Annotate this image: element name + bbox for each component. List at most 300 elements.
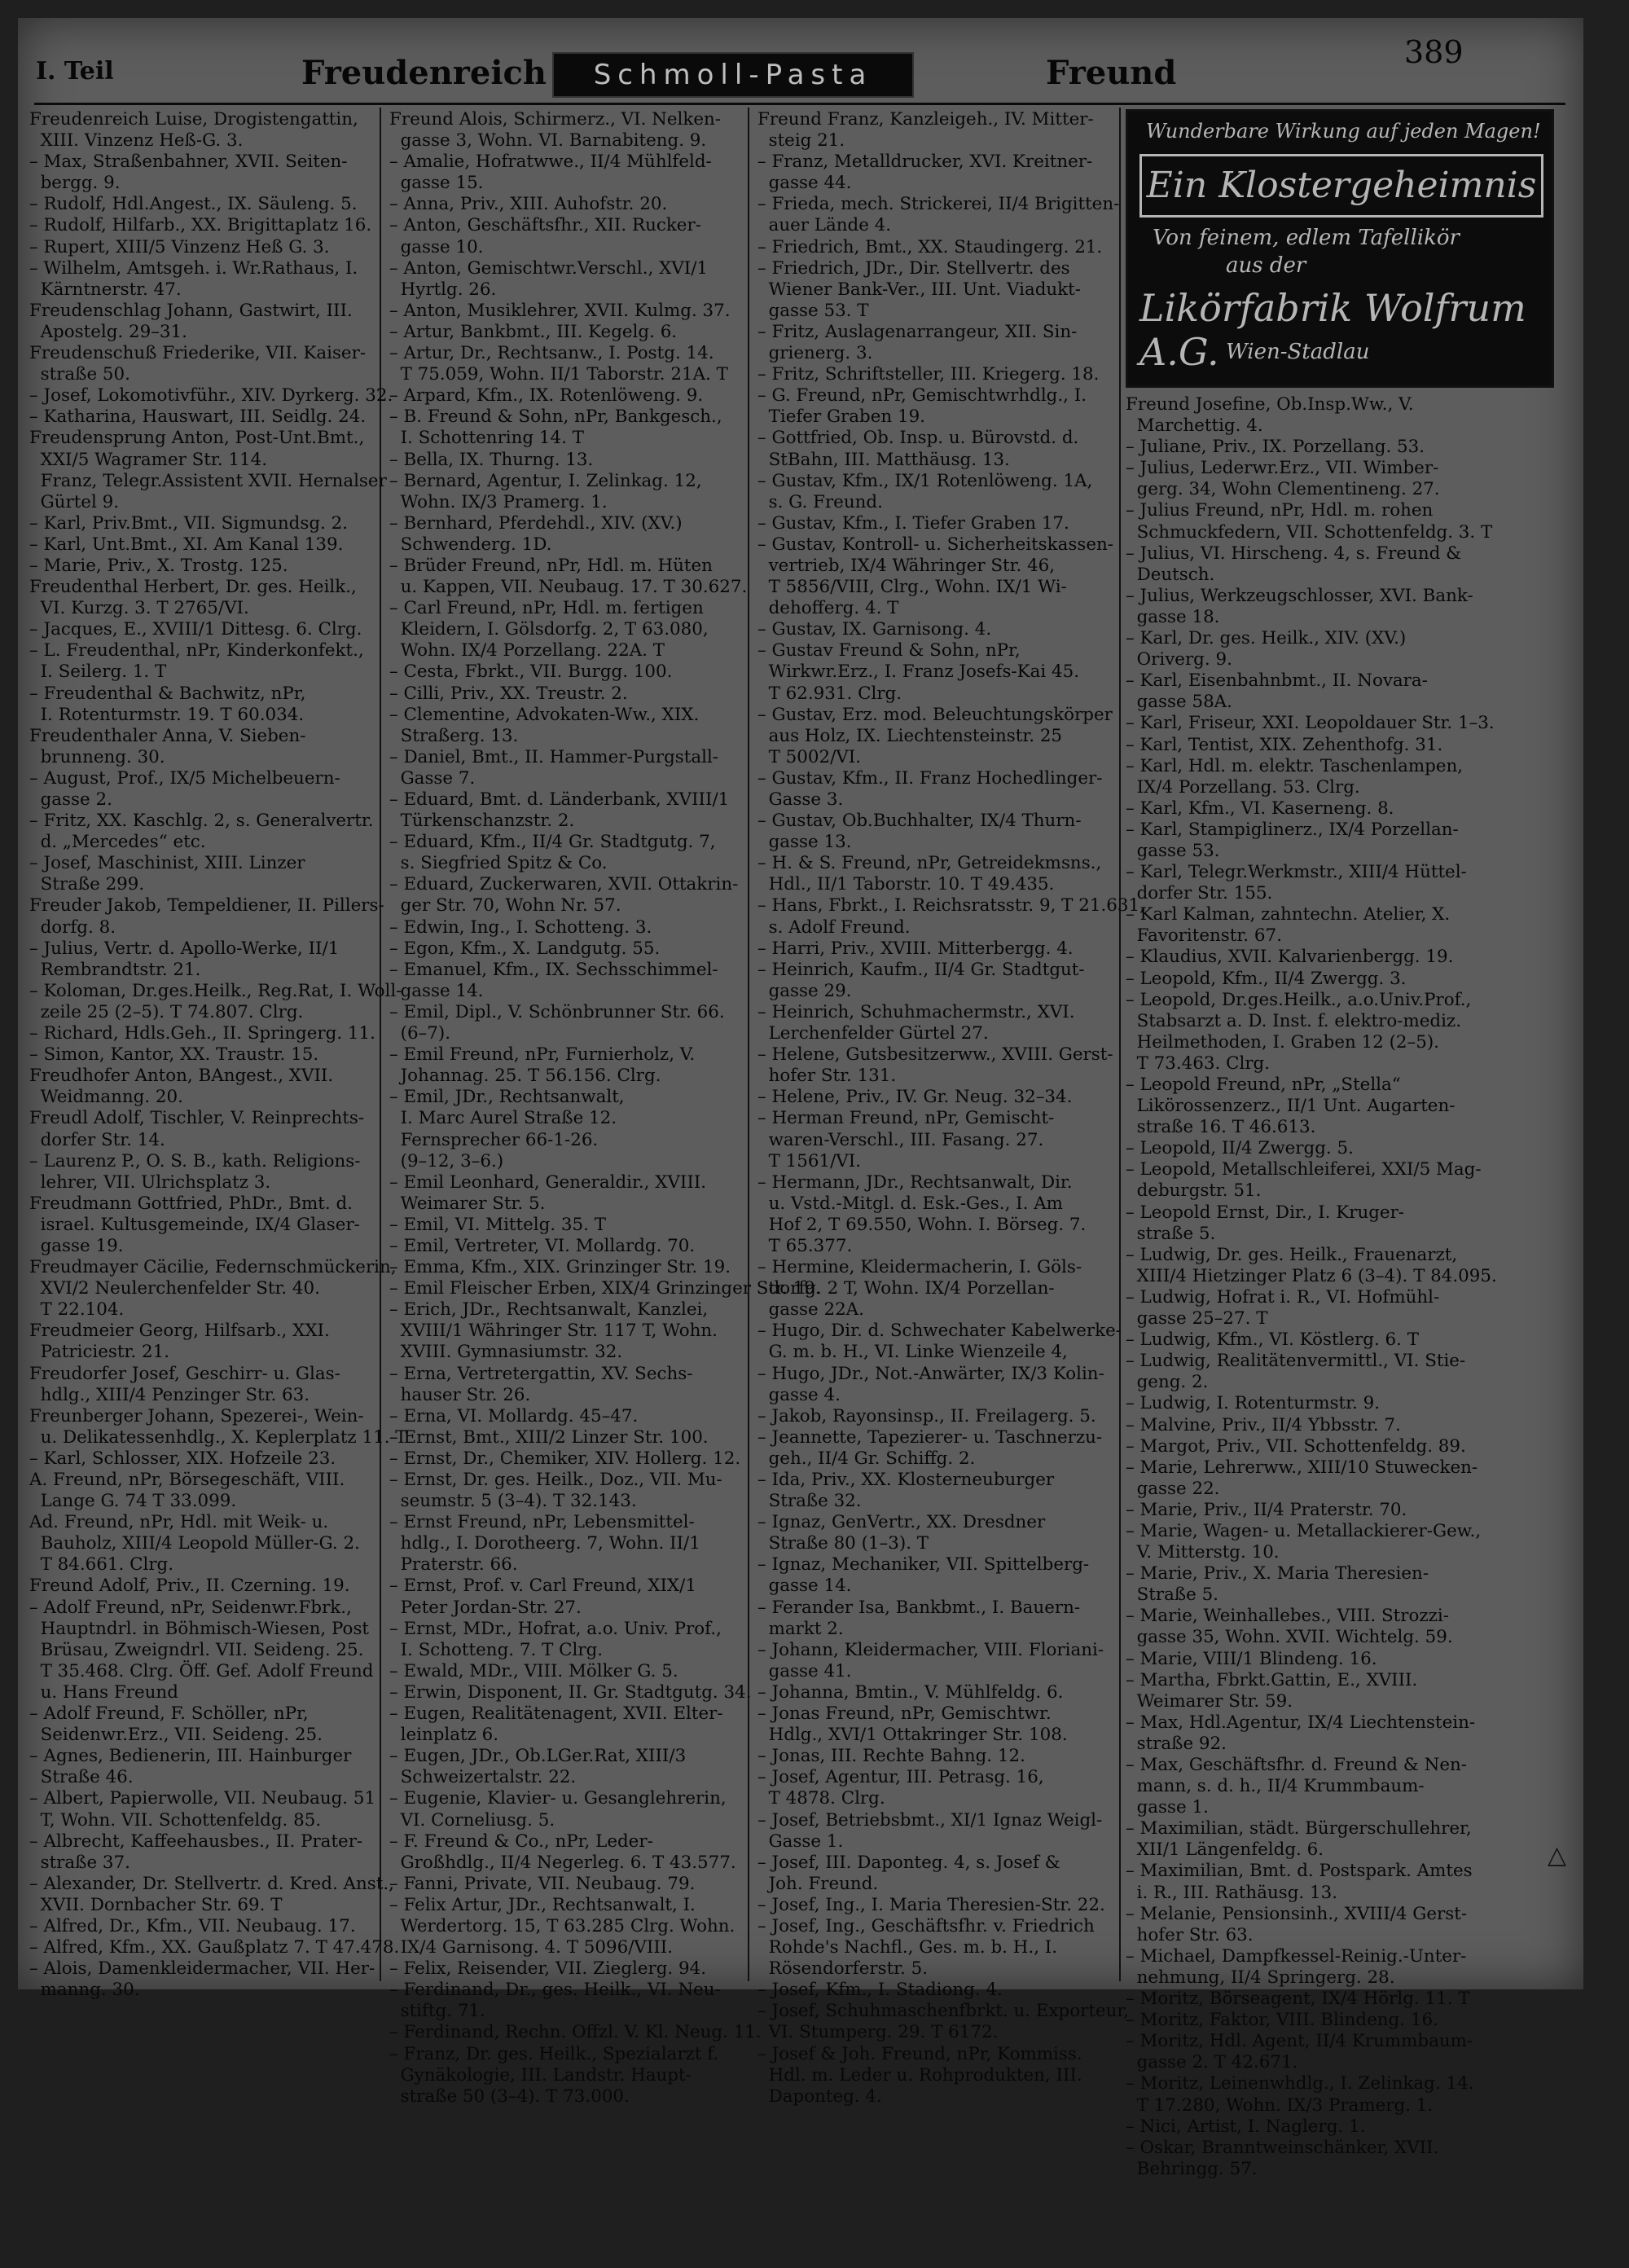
directory-line: – Freudenthal & Bachwitz, nPr, <box>29 683 306 704</box>
directory-line: – Friedrich, JDr., Dir. Stellvertr. des <box>757 257 1070 279</box>
directory-line: – Leopold Ernst, Dir., I. Kruger- <box>1126 1202 1405 1223</box>
directory-line: Schmuckfedern, VII. Schottenfeldg. 3. T <box>1126 521 1493 543</box>
directory-line: – H. & S. Freund, nPr, Getreidekmsns., <box>757 853 1102 874</box>
directory-line: gasse 14. <box>757 1576 852 1597</box>
directory-line: IX/4 Garnisong. 4. T 5096/VIII. <box>389 1937 674 1958</box>
directory-line: – Margot, Priv., VII. Schottenfeldg. 89. <box>1126 1435 1466 1457</box>
directory-line: Straße 5. <box>1126 1585 1218 1606</box>
directory-line: T 22.104. <box>29 1299 125 1321</box>
directory-line: I. Schottenring 14. T <box>389 428 584 449</box>
directory-line: – Josef, Ing., I. Maria Theresien-Str. 22. <box>757 1894 1105 1915</box>
directory-line: – Karl, Priv.Bmt., VII. Sigmundsg. 2. <box>29 512 349 534</box>
directory-line: dorfer Str. 155. <box>1126 883 1273 904</box>
directory-line: gasse 58A. <box>1126 692 1232 713</box>
directory-line: – Koloman, Dr.ges.Heilk., Reg.Rat, I. Woll- <box>29 980 402 1001</box>
directory-line: – Klaudius, XVII. Kalvarienbergg. 19. <box>1126 947 1454 968</box>
directory-line: waren-Verschl., III. Fasang. 27. <box>757 1129 1044 1150</box>
directory-line: – Amalie, Hofratwwe., II/4 Mühlfeld- <box>389 152 712 173</box>
directory-line: gasse 41. <box>757 1660 852 1681</box>
directory-line: – Laurenz P., O. S. B., kath. Religions- <box>29 1150 361 1171</box>
header-rule <box>34 103 1565 105</box>
directory-line: – Fritz, Auslagenarrangeur, XII. Sin- <box>757 321 1078 342</box>
directory-line: dorfer Str. 14. <box>29 1129 165 1150</box>
directory-line: gasse 3, Wohn. VI. Barnabiteng. 9. <box>389 130 707 152</box>
directory-line: – Ignaz, Mechaniker, VII. Spittelberg- <box>757 1554 1090 1576</box>
directory-line: – Ernst, Dr. ges. Heilk., Doz., VII. Mu- <box>389 1470 722 1490</box>
column-3 <box>757 109 1145 2107</box>
directory-line: – Helene, Gutsbesitzerww., XVIII. Gerst- <box>757 1044 1113 1066</box>
directory-line: – Anton, Geschäftsfhr., XII. Rucker- <box>389 215 701 236</box>
directory-line: XVI/2 Neulerchenfelder Str. 40. <box>29 1278 320 1299</box>
directory-line: Gasse 7. <box>389 767 476 789</box>
directory-line: grienerg. 3. <box>757 343 873 364</box>
directory-line: – Nici, Artist, I. Naglerg. 1. <box>1126 2116 1366 2137</box>
directory-line: – Jeannette, Tapezierer- u. Taschnerzu- <box>757 1426 1103 1448</box>
directory-line: Straße 299. <box>29 874 145 895</box>
directory-line: – Fanni, Private, VII. Neubaug. 79. <box>389 1873 696 1894</box>
margin-mark-icon: △ <box>1548 1841 1567 1870</box>
directory-line: Daponteg. 4. <box>757 2086 882 2107</box>
directory-line: – Julius, Lederwr.Erz., VII. Wimber- <box>1126 458 1439 479</box>
directory-line: d. „Mercedes“ etc. <box>29 832 206 853</box>
directory-line: – Daniel, Bmt., II. Hammer-Purgstall- <box>389 746 719 767</box>
directory-line: Freund Josefine, Ob.Insp.Ww., V. <box>1126 394 1414 415</box>
directory-line: – Emil, Dipl., V. Schönbrunner Str. 66. <box>389 1001 725 1022</box>
directory-line: gasse 22A. <box>757 1299 864 1321</box>
directory-line: s. G. Freund. <box>757 491 883 512</box>
directory-line: i. R., III. Rathäusg. 13. <box>1126 1882 1338 1903</box>
directory-line: Hdlg., XVI/1 Ottakringer Str. 108. <box>757 1725 1068 1746</box>
directory-line: Gürtel 9. <box>29 491 119 512</box>
directory-line: u. Vstd.-Mitgl. d. Esk.-Ges., I. Am <box>757 1193 1063 1214</box>
directory-line: gasse 18. <box>1126 606 1220 627</box>
directory-line: – Marie, Priv., X. Maria Theresien- <box>1126 1563 1429 1585</box>
directory-line: – Bernard, Agentur, I. Zelinkag. 12, <box>389 470 702 491</box>
directory-line: – Karl, Stampiglinerz., IX/4 Porzellan- <box>1126 819 1459 840</box>
directory-line: – Ludwig, Realitätenvermittl., VI. Stie- <box>1126 1351 1466 1372</box>
directory-line: T 75.059, Wohn. II/1 Taborstr. 21A. T <box>389 364 728 385</box>
directory-line: Fernsprecher 66-1-26. <box>389 1129 599 1150</box>
directory-line: – Erwin, Disponent, II. Gr. Stadtgutg. 34. <box>389 1681 752 1703</box>
directory-line: – F. Freund & Co., nPr, Leder- <box>389 1831 653 1852</box>
directory-line: – Franz, Dr. ges. Heilk., Spezialarzt f. <box>389 2043 719 2064</box>
section-label: I. Teil <box>36 57 114 86</box>
directory-line: – Gustav, IX. Garnisong. 4. <box>757 619 992 640</box>
directory-line: IX/4 Porzellang. 53. Clrg. <box>1126 776 1360 798</box>
directory-line: – Gottfried, Ob. Insp. u. Bürovstd. d. <box>757 428 1079 449</box>
directory-line: Freudenthal Herbert, Dr. ges. Heilk., <box>29 577 357 598</box>
ad-tagline: Wunderbare Wirkung auf jeden Magen! <box>1146 120 1541 143</box>
directory-line: – Oskar, Branntweinschänker, XVII. <box>1126 2137 1439 2158</box>
directory-line: gasse 44. <box>757 173 852 194</box>
directory-line: – Hugo, Dir. d. Schwechater Kabelwerke- <box>757 1321 1122 1342</box>
directory-line: – Clementine, Advokaten-Ww., XIX. <box>389 704 700 725</box>
directory-line: Freund Franz, Kanzleigeh., IV. Mitter- <box>757 109 1094 130</box>
directory-line: – Brüder Freund, nPr, Hdl. m. Hüten <box>389 555 713 576</box>
directory-line: Rohde's Nachfl., Ges. m. b. H., I. <box>757 1937 1058 1958</box>
directory-line: – Katharina, Hauswart, III. Seidlg. 24. <box>29 407 367 428</box>
directory-line: T 1561/VI. <box>757 1150 862 1171</box>
directory-line: Behringg. 57. <box>1126 2158 1258 2179</box>
page-number: 389 <box>1404 34 1464 70</box>
directory-line: – Jonas, III. Rechte Bahng. 12. <box>757 1746 1025 1767</box>
directory-line: Hdl. m. Leder u. Rohprodukten, III. <box>757 2064 1082 2086</box>
directory-line: Patriciestr. 21. <box>29 1342 169 1363</box>
directory-line: gasse 15. <box>389 173 484 194</box>
directory-line: – Karl, Telegr.Werkmstr., XIII/4 Hüttel- <box>1126 862 1467 883</box>
directory-line: – Ernst, Dr., Chemiker, XIV. Hollerg. 12. <box>389 1448 741 1469</box>
directory-line: – Julius, Vertr. d. Apollo-Werke, II/1 <box>29 938 340 959</box>
directory-line: – Josef, Betriebsbmt., XI/1 Ignaz Weigl- <box>757 1809 1103 1831</box>
directory-line: – Friedrich, Bmt., XX. Staudingerg. 21. <box>757 236 1103 257</box>
directory-line: ger Str. 70, Wohn Nr. 57. <box>389 895 621 916</box>
directory-line: – Leopold, II/4 Zwergg. 5. <box>1126 1138 1354 1159</box>
directory-line: – Juliane, Priv., IX. Porzellang. 53. <box>1126 437 1425 458</box>
directory-line: – Gustav, Kfm., IX/1 Rotenlöweng. 1A, <box>757 470 1093 491</box>
directory-line: gasse 14. <box>389 980 484 1001</box>
directory-line: – Ernst Freund, nPr, Lebensmittel- <box>389 1512 695 1533</box>
directory-line: – Carl Freund, nPr, Hdl. m. fertigen <box>389 598 704 619</box>
directory-line: StBahn, III. Matthäusg. 13. <box>757 449 1010 470</box>
directory-line: – Frieda, mech. Strickerei, II/4 Brigitten- <box>757 194 1120 215</box>
directory-line: – Emil, JDr., Rechtsanwalt, <box>389 1087 625 1108</box>
directory-line: Straße 46. <box>29 1767 134 1788</box>
directory-line: Freund Adolf, Priv., II. Czerning. 19. <box>29 1576 350 1597</box>
directory-line: – Jacques, E., XVIII/1 Dittesg. 6. Clrg. <box>29 619 362 640</box>
directory-line: vertrieb, IX/4 Währinger Str. 46, <box>757 555 1056 576</box>
directory-line: – Alexander, Dr. Stellvertr. d. Kred. Anst., <box>29 1873 394 1894</box>
directory-line: Bauholz, XIII/4 Leopold Müller-G. 2. <box>29 1533 360 1554</box>
directory-line: s. Adolf Freund. <box>757 916 911 938</box>
column-1 <box>29 109 407 2001</box>
directory-line: – Gustav, Kfm., I. Tiefer Graben 17. <box>757 512 1069 534</box>
directory-line: – Johanna, Bmtin., V. Mühlfeldg. 6. <box>757 1681 1064 1703</box>
directory-line: gasse 2. T 42.671. <box>1126 2052 1298 2073</box>
directory-line: Großhdlg., II/4 Negerleg. 6. T 43.577. <box>389 1852 736 1873</box>
directory-line: aus Holz, IX. Liechtensteinstr. 25 <box>757 725 1063 746</box>
directory-line: – Max, Hdl.Agentur, IX/4 Liechtenstein- <box>1126 1712 1476 1733</box>
directory-line: Straßerg. 13. <box>389 725 519 746</box>
directory-line: Oriverg. 9. <box>1126 649 1232 670</box>
directory-line: – Michael, Dampfkessel-Reinig.-Unter- <box>1126 1945 1467 1967</box>
directory-line: Seidenwr.Erz., VII. Seideng. 25. <box>29 1725 323 1746</box>
directory-line: Hyrtlg. 26. <box>389 279 497 300</box>
column-4 <box>1126 394 1549 2268</box>
directory-line: – Marie, Weinhallebes., VIII. Strozzi- <box>1126 1606 1449 1627</box>
directory-line: – Leopold, Kfm., II/4 Zwergg. 3. <box>1126 968 1407 989</box>
directory-line: – Rudolf, Hilfarb., XX. Brigittaplatz 16. <box>29 215 372 236</box>
directory-line: Kleidern, I. Gölsdorfg. 2, T 63.080, <box>389 619 709 640</box>
directory-line: Marchettig. 4. <box>1126 415 1263 437</box>
directory-line: – Josef, Agentur, III. Petrasg. 16, <box>757 1767 1044 1788</box>
directory-line: straße 37. <box>29 1852 130 1873</box>
directory-line: – Simon, Kantor, XX. Traustr. 15. <box>29 1044 319 1066</box>
directory-line: Lerchenfelder Gürtel 27. <box>757 1023 989 1044</box>
directory-line: Weimarer Str. 59. <box>1126 1690 1293 1712</box>
directory-line: – Edwin, Ing., I. Schotteng. 3. <box>389 916 652 938</box>
directory-line: – Maximilian, städt. Bürgerschullehrer, <box>1126 1818 1472 1839</box>
directory-line: Freudenschlag Johann, Gastwirt, III. <box>29 300 353 321</box>
directory-line: manng. 30. <box>29 1980 140 2001</box>
directory-line: T 17.280, Wohn. IX/3 Pramerg. 1. <box>1126 2094 1434 2116</box>
directory-line: hdlg., I. Dorotheerg. 7, Wohn. II/1 <box>389 1533 700 1554</box>
directory-line: Hdl., II/1 Taborstr. 10. T 49.435. <box>757 874 1055 895</box>
directory-line: – Karl, Eisenbahnbmt., II. Novara- <box>1126 670 1428 692</box>
directory-line: – Jonas Freund, nPr, Gemischtwr. <box>757 1703 1052 1725</box>
directory-line: – Ferdinand, Rechn. Offzl. V. Kl. Neug. 11. <box>389 2022 762 2043</box>
directory-line: XVII. Dornbacher Str. 69. T <box>29 1894 283 1915</box>
directory-line: Freudmann Gottfried, PhDr., Bmt. d. <box>29 1193 353 1214</box>
directory-line: – Max, Straßenbahner, XVII. Seiten- <box>29 152 348 173</box>
directory-line: gasse 19. <box>29 1235 124 1256</box>
directory-line: T, Wohn. VII. Schottenfeldg. 85. <box>29 1809 322 1831</box>
directory-line: Schweizertalstr. 22. <box>389 1767 577 1788</box>
directory-line: I. Rotenturmstr. 19. T 60.034. <box>29 704 305 725</box>
directory-line: – Arpard, Kfm., IX. Rotenlöweng. 9. <box>389 385 704 407</box>
directory-line: Werdertorg. 15, T 63.285 Clrg. Wohn. <box>389 1915 735 1936</box>
directory-line: Weimarer Str. 5. <box>389 1193 546 1214</box>
directory-line: – Rudolf, Hdl.Angest., IX. Säuleng. 5. <box>29 194 358 215</box>
directory-line: Heilmethoden, I. Graben 12 (2–5). <box>1126 1031 1439 1053</box>
directory-line: Freudmayer Cäcilie, Federnschmückerin, <box>29 1257 397 1278</box>
directory-line: – Artur, Dr., Rechtsanw., I. Postg. 14. <box>389 343 714 364</box>
directory-line: – Josef, Schuhmaschenfbrkt. u. Exporteur, <box>757 2001 1130 2022</box>
directory-line: – Heinrich, Schuhmachermstr., XVI. <box>757 1001 1075 1022</box>
directory-line: gerg. 34, Wohn Clementineng. 27. <box>1126 479 1440 500</box>
directory-line: straße 92. <box>1126 1733 1227 1754</box>
directory-line: – Alfred, Kfm., XX. Gaußplatz 7. T 47.478. <box>29 1937 400 1958</box>
directory-line: – Eduard, Zuckerwaren, XVII. Ottakrin- <box>389 874 739 895</box>
directory-line: gasse 1. <box>1126 1797 1209 1818</box>
directory-line: Brüsau, Zweigndrl. VII. Seideng. 25. <box>29 1639 364 1660</box>
directory-line: – Richard, Hdls.Geh., II. Springerg. 11. <box>29 1023 375 1044</box>
directory-line: – Karl, Dr. ges. Heilk., XIV. (XV.) <box>1126 628 1407 649</box>
directory-line: s. Siegfried Spitz & Co. <box>389 853 608 874</box>
directory-line: – Gustav Freund & Sohn, nPr, <box>757 640 1021 662</box>
directory-line: I. Seilerg. 1. T <box>29 662 167 683</box>
directory-line: XVIII. Gymnasiumstr. 32. <box>389 1342 623 1363</box>
directory-line: – Ferdinand, Dr., ges. Heilk., VI. Neu- <box>389 1980 721 2001</box>
directory-line: Kärntnerstr. 47. <box>29 279 182 300</box>
directory-line: – Josef, Kfm., I. Stadiong. 4. <box>757 1980 1003 2001</box>
directory-line: – Hans, Fbrkt., I. Reichsratsstr. 9, T 21.631, <box>757 895 1145 916</box>
directory-line: – Fritz, XX. Kaschlg. 2, s. Generalvertr. <box>29 811 374 832</box>
directory-line: gasse 4. <box>757 1384 841 1405</box>
directory-line: – Ewald, MDr., VIII. Mölker G. 5. <box>389 1660 678 1681</box>
directory-line: – Emma, Kfm., XIX. Grinzinger Str. 19. <box>389 1257 731 1278</box>
directory-line: – Leopold, Metallschleiferei, XXI/5 Mag- <box>1126 1159 1482 1180</box>
directory-line: – Alfred, Dr., Kfm., VII. Neubaug. 17. <box>29 1915 356 1936</box>
directory-line: – Marie, Priv., X. Trostg. 125. <box>29 555 288 576</box>
directory-line: Gynäkologie, III. Landstr. Haupt- <box>389 2064 692 2086</box>
directory-line: straße 5. <box>1126 1223 1216 1244</box>
directory-line: – Karl, Unt.Bmt., XI. Am Kanal 139. <box>29 534 344 555</box>
directory-line: Deutsch. <box>1126 564 1215 585</box>
directory-line: Tiefer Graben 19. <box>757 407 925 428</box>
ad-city: Wien-Stadlau <box>1226 340 1370 364</box>
directory-line: – Eugen, JDr., Ob.LGer.Rat, XIII/3 <box>389 1746 687 1767</box>
directory-line: – Karl Kalman, zahntechn. Atelier, X. <box>1126 904 1451 925</box>
directory-line: A. Freund, nPr, Börsegeschäft, VIII. <box>29 1470 345 1490</box>
directory-line: – Josef, Lokomotivführ., XIV. Dyrkerg. 32. <box>29 385 393 407</box>
ad-title: Ein Klostergeheimnis <box>1139 154 1543 218</box>
directory-line: – Marie, Priv., II/4 Praterstr. 70. <box>1126 1499 1407 1520</box>
directory-line: hdlg., XIII/4 Penzinger Str. 63. <box>29 1384 310 1405</box>
directory-line: Favoritenstr. 67. <box>1126 925 1282 947</box>
directory-line: gasse 35, Wohn. XVII. Wichtelg. 59. <box>1126 1627 1453 1648</box>
directory-line: – Ludwig, I. Rotenturmstr. 9. <box>1126 1393 1381 1414</box>
directory-line: – Ludwig, Dr. ges. Heilk., Frauenarzt, <box>1126 1244 1458 1265</box>
directory-line: – Cilli, Priv., XX. Treustr. 2. <box>389 683 628 704</box>
directory-line: – Karl, Friseur, XXI. Leopoldauer Str. 1–3. <box>1126 713 1495 734</box>
column-divider <box>1119 108 1121 1981</box>
directory-line: markt 2. <box>757 1618 844 1639</box>
directory-line: Apostelg. 29–31. <box>29 321 187 342</box>
directory-line: Schwenderg. 1D. <box>389 534 552 555</box>
directory-line: – Franz, Metalldrucker, XVI. Kreitner- <box>757 152 1093 173</box>
directory-line: – Julius Freund, nPr, Hdl. m. rohen <box>1126 500 1434 521</box>
directory-line: – Marie, Lehrerww., XIII/10 Stuwecken- <box>1126 1457 1478 1478</box>
directory-line: Hof 2, T 69.550, Wohn. I. Börseg. 7. <box>757 1214 1087 1235</box>
directory-line: gasse 10. <box>389 236 484 257</box>
directory-line: Freund Alois, Schirmerz., VI. Nelken- <box>389 109 722 130</box>
directory-line: steig 21. <box>757 130 845 152</box>
directory-line: – Malvine, Priv., II/4 Ybbsstr. 7. <box>1126 1414 1401 1435</box>
directory-line: Türkenschanzstr. 2. <box>389 811 575 832</box>
directory-line: – Ludwig, Hofrat i. R., VI. Hofmühl- <box>1126 1286 1440 1308</box>
directory-line: Stabsarzt a. D. Inst. f. elektro-mediz. <box>1126 1010 1461 1031</box>
directory-line: gasse 53. <box>1126 840 1220 861</box>
directory-line: gasse 2. <box>29 789 112 810</box>
directory-line: hofer Str. 63. <box>1126 1924 1254 1945</box>
directory-line: – Artur, Bankbmt., III. Kegelg. 6. <box>389 321 678 342</box>
directory-line: – Anton, Musiklehrer, XVII. Kulmg. 37. <box>389 300 731 321</box>
directory-line: deburgstr. 51. <box>1126 1180 1262 1202</box>
directory-line: Freudenreich Luise, Drogistengattin, <box>29 109 358 130</box>
directory-line: T 5856/VIII, Clrg., Wohn. IX/1 Wi- <box>757 577 1067 598</box>
directory-line: – Julius, VI. Hirscheng. 4, s. Freund & <box>1126 543 1462 564</box>
directory-line: – Heinrich, Kaufm., II/4 Gr. Stadtgut- <box>757 959 1085 980</box>
directory-line: israel. Kultusgemeinde, IX/4 Glaser- <box>29 1214 360 1235</box>
directory-line: Joh. Freund. <box>757 1873 879 1894</box>
directory-line: T 5002/VI. <box>757 746 862 767</box>
directory-line: geh., II/4 Gr. Schiffg. 2. <box>757 1448 976 1469</box>
directory-line: Praterstr. 66. <box>389 1554 518 1576</box>
directory-line: T 62.931. Clrg. <box>757 683 902 704</box>
directory-line: – Johann, Kleidermacher, VIII. Floriani- <box>757 1639 1104 1660</box>
directory-line: – Emil Leonhard, Generaldir., XVIII. <box>389 1171 707 1193</box>
directory-line: T 65.377. <box>757 1235 853 1256</box>
directory-line: Weidmanng. 20. <box>29 1087 183 1108</box>
directory-line: lehrer, VII. Ulrichsplatz 3. <box>29 1171 271 1193</box>
directory-line: – Gustav, Kfm., II. Franz Hochedlinger- <box>757 767 1103 789</box>
directory-line: zeile 25 (2–5). T 74.807. Clrg. <box>29 1001 304 1022</box>
directory-line: – Hugo, JDr., Not.-Anwärter, IX/3 Kolin- <box>757 1363 1104 1384</box>
directory-line: gasse 25–27. T <box>1126 1308 1268 1330</box>
directory-line: – Emil Freund, nPr, Furnierholz, V. <box>389 1044 696 1066</box>
directory-line: – Marie, Wagen- u. Metallackierer-Gew., <box>1126 1520 1482 1541</box>
directory-line: T 84.661. Clrg. <box>29 1554 174 1576</box>
directory-line: – Herman Freund, nPr, Gemischt- <box>757 1108 1055 1129</box>
directory-line: Freudenschuß Friederike, VII. Kaiser- <box>29 343 367 364</box>
page-header <box>18 18 1583 108</box>
directory-line: – Max, Geschäftsfhr. d. Freund & Nen- <box>1126 1755 1467 1775</box>
directory-line: – Ernst, Prof. v. Carl Freund, XIX/1 <box>389 1576 696 1597</box>
directory-line: – Hermine, Kleidermacherin, I. Göls- <box>757 1257 1082 1278</box>
directory-line: – Ignaz, GenVertr., XX. Dresdner <box>757 1512 1046 1533</box>
directory-line: gasse 29. <box>757 980 852 1001</box>
directory-line: – Marie, VIII/1 Blindeng. 16. <box>1126 1648 1377 1669</box>
directory-line: – Josef, Maschinist, XIII. Linzer <box>29 853 305 874</box>
directory-line: auer Lände 4. <box>757 215 892 236</box>
directory-line: G. m. b. H., VI. Linke Wienzeile 4, <box>757 1342 1068 1363</box>
directory-line: – Helene, Priv., IV. Gr. Neug. 32–34. <box>757 1087 1073 1108</box>
directory-line: Freudmeier Georg, Hilfsarb., XXI. <box>29 1321 330 1342</box>
directory-line: – Erna, Vertretergattin, XV. Sechs- <box>389 1363 693 1384</box>
ad-connector: aus der <box>1226 253 1306 278</box>
directory-line: Wohn. IX/3 Pramerg. 1. <box>389 491 608 512</box>
directory-line: – Rupert, XIII/5 Vinzenz Heß G. 3. <box>29 236 330 257</box>
directory-line: Straße 80 (1–3). T <box>757 1533 929 1554</box>
directory-line: – Erich, JDr., Rechtsanwalt, Kanzlei, <box>389 1299 709 1321</box>
directory-line: – Jakob, Rayonsinsp., II. Freilagerg. 5. <box>757 1405 1096 1426</box>
directory-line: bergg. 9. <box>29 173 121 194</box>
directory-line: – Karl, Schlosser, XIX. Hofzeile 23. <box>29 1448 336 1469</box>
directory-line: – G. Freund, nPr, Gemischtwrhdlg., I. <box>757 385 1087 407</box>
directory-line: Straße 32. <box>757 1491 862 1512</box>
directory-line: (6–7). <box>389 1023 451 1044</box>
directory-line: Freudenthaler Anna, V. Sieben- <box>29 725 306 746</box>
directory-line: brunneng. 30. <box>29 746 165 767</box>
directory-line: Ad. Freund, nPr, Hdl. mit Weik- u. <box>29 1512 329 1533</box>
directory-line: straße 50. <box>29 364 130 385</box>
directory-line: gasse 22. <box>1126 1478 1220 1499</box>
directory-line: – Harri, Priv., XVIII. Mitterbergg. 4. <box>757 938 1074 959</box>
left-running-head: Freudenreich <box>301 54 547 92</box>
directory-line: seumstr. 5 (3–4). T 32.143. <box>389 1491 637 1512</box>
directory-line: Wiener Bank-Ver., III. Unt. Viadukt- <box>757 279 1081 300</box>
directory-line: XIII/4 Hietzinger Platz 6 (3–4). T 84.095. <box>1126 1265 1497 1286</box>
directory-line: – L. Freudenthal, nPr, Kinderkonfekt., <box>29 640 364 662</box>
directory-line: – Julius, Werkzeugschlosser, XVI. Bank- <box>1126 585 1473 606</box>
directory-line: I. Marc Aurel Straße 12. <box>389 1108 617 1129</box>
directory-line: XVIII/1 Währinger Str. 117 T, Wohn. <box>389 1321 718 1342</box>
directory-line: – B. Freund & Sohn, nPr, Bankgesch., <box>389 407 722 428</box>
directory-line: I. Schotteng. 7. T Clrg. <box>389 1639 604 1660</box>
directory-line: – Ernst, Bmt., XIII/2 Linzer Str. 100. <box>389 1426 709 1448</box>
directory-line: dehofferg. 4. T <box>757 598 899 619</box>
directory-line: – Moritz, Börseagent, IX/4 Hörlg. 11. T <box>1126 1989 1470 2010</box>
directory-line: Freudensprung Anton, Post-Unt.Bmt., <box>29 428 365 449</box>
directory-line: – Moritz, Hdl. Agent, II/4 Krummbaum- <box>1126 2031 1473 2052</box>
directory-line: Franz, Telegr.Assistent XVII. Hernalser <box>29 470 387 491</box>
directory-line: – Karl, Hdl. m. elektr. Taschenlampen, <box>1126 755 1464 776</box>
directory-line: – Eduard, Bmt. d. Länderbank, XVIII/1 <box>389 789 730 810</box>
directory-line: VI. Corneliusg. 5. <box>389 1809 555 1831</box>
directory-line: XIII. Vinzenz Heß-G. 3. <box>29 130 244 152</box>
directory-line: Freudhofer Anton, BAngest., XVII. <box>29 1066 334 1087</box>
directory-line: – Anton, Gemischtwr.Verschl., XVI/1 <box>389 257 709 279</box>
directory-line: dorfg. 2 T, Wohn. IX/4 Porzellan- <box>757 1278 1055 1299</box>
directory-line: Johannag. 25. T 56.156. Clrg. <box>389 1066 661 1087</box>
directory-line: Gasse 3. <box>757 789 844 810</box>
directory-line: – Maximilian, Bmt. d. Postspark. Amtes <box>1126 1861 1473 1882</box>
directory-line: – Gustav, Kontroll- u. Sicherheitskassen- <box>757 534 1113 555</box>
directory-line: – Josef, III. Daponteg. 4, s. Josef & <box>757 1852 1060 1873</box>
directory-line: Rösendorferstr. 5. <box>757 1958 929 1980</box>
directory-line: – Melanie, Pensionsinh., XVIII/4 Gerst- <box>1126 1903 1468 1924</box>
directory-line: – Bella, IX. Thurng. 13. <box>389 449 594 470</box>
